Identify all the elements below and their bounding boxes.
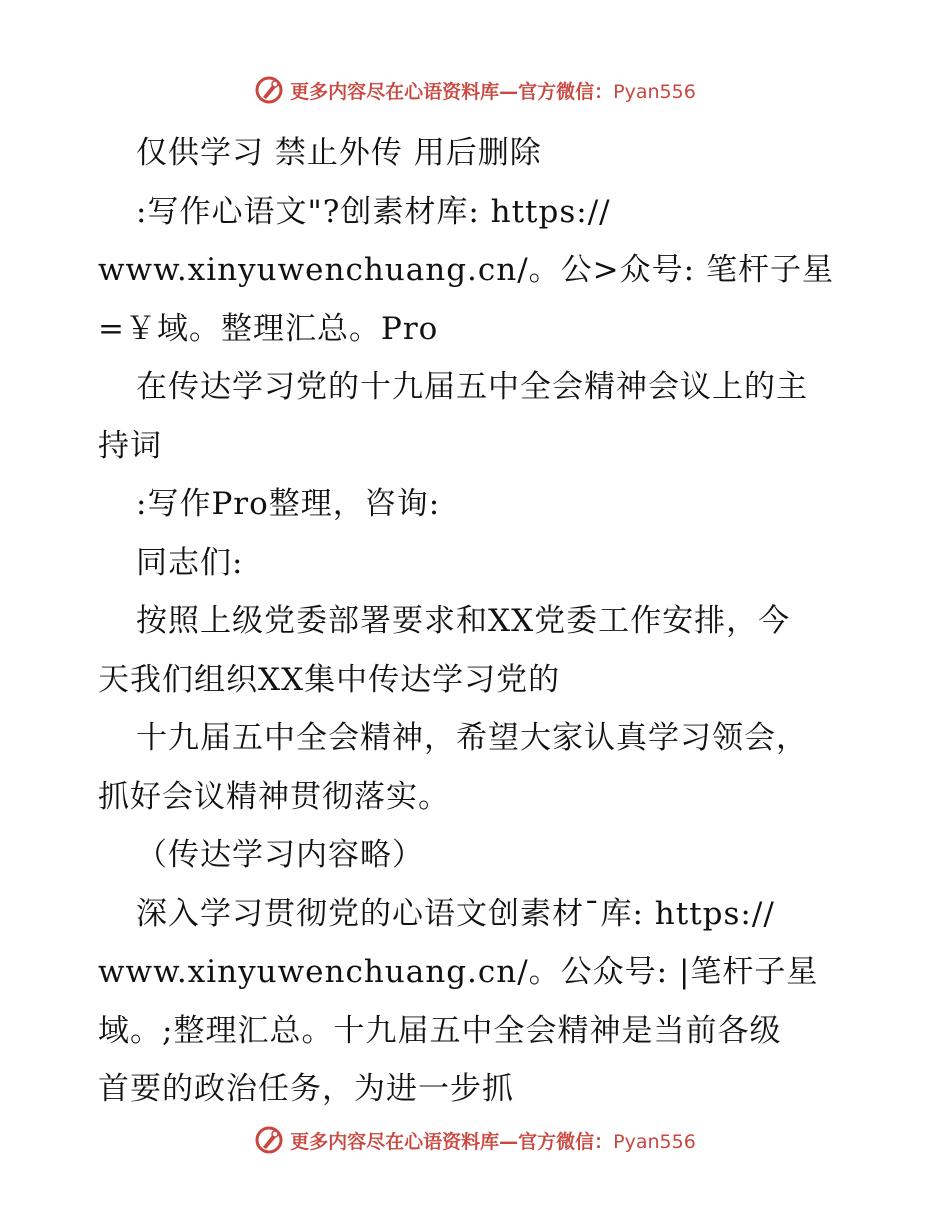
paragraph-line: www.xinyuwenchuang.cn/。公众号: |笔杆子星	[98, 954, 819, 990]
document-title-cont: 持词	[98, 427, 162, 464]
text-line: www.xinyuwenchuang.cn/。公>众号: 笔杆子星	[98, 252, 834, 288]
document-title: 在传达学习党的十九届五中全会精神会议上的主	[136, 369, 808, 405]
paragraph-line: 首要的政治任务，为进一步抓	[98, 1071, 514, 1107]
salutation: 同志们:	[136, 544, 244, 581]
text-line: :写作心语文"?创素材库: https://	[136, 193, 611, 230]
text-line: =￥域。整理汇总。Pro	[98, 310, 439, 347]
text-line: :写作Pro整理，咨询:	[136, 486, 441, 522]
quill-logo-icon	[254, 1125, 284, 1155]
footer-watermark	[0, 1120, 950, 1160]
document-body	[98, 124, 858, 1119]
paragraph-line: 天我们组织XX集中传达学习党的	[98, 661, 561, 698]
watermark-text: 更多内容尽在心语资料库—官方微信：Pyan556	[290, 80, 696, 103]
text-line: 仅供学习 禁止外传 用后删除	[136, 135, 542, 171]
quill-logo-icon	[254, 75, 284, 105]
paragraph-line: 十九届五中全会精神，希望大家认真学习领会，	[136, 720, 808, 756]
paragraph-line: 抓好会议精神贯彻落实。	[98, 778, 450, 815]
paragraph-line: 深入学习贯彻党的心语文创素材¯库: https://	[136, 895, 775, 932]
paragraph-line: 域。;整理汇总。十九届五中全会精神是当前各级	[98, 1012, 782, 1049]
paragraph-line: 按照上级党委部署要求和XX党委工作安排，今	[136, 603, 791, 639]
header-watermark	[0, 70, 950, 110]
watermark-text: 更多内容尽在心语资料库—官方微信：Pyan556	[290, 1130, 696, 1153]
paragraph-line: （传达学习内容略）	[136, 837, 424, 873]
